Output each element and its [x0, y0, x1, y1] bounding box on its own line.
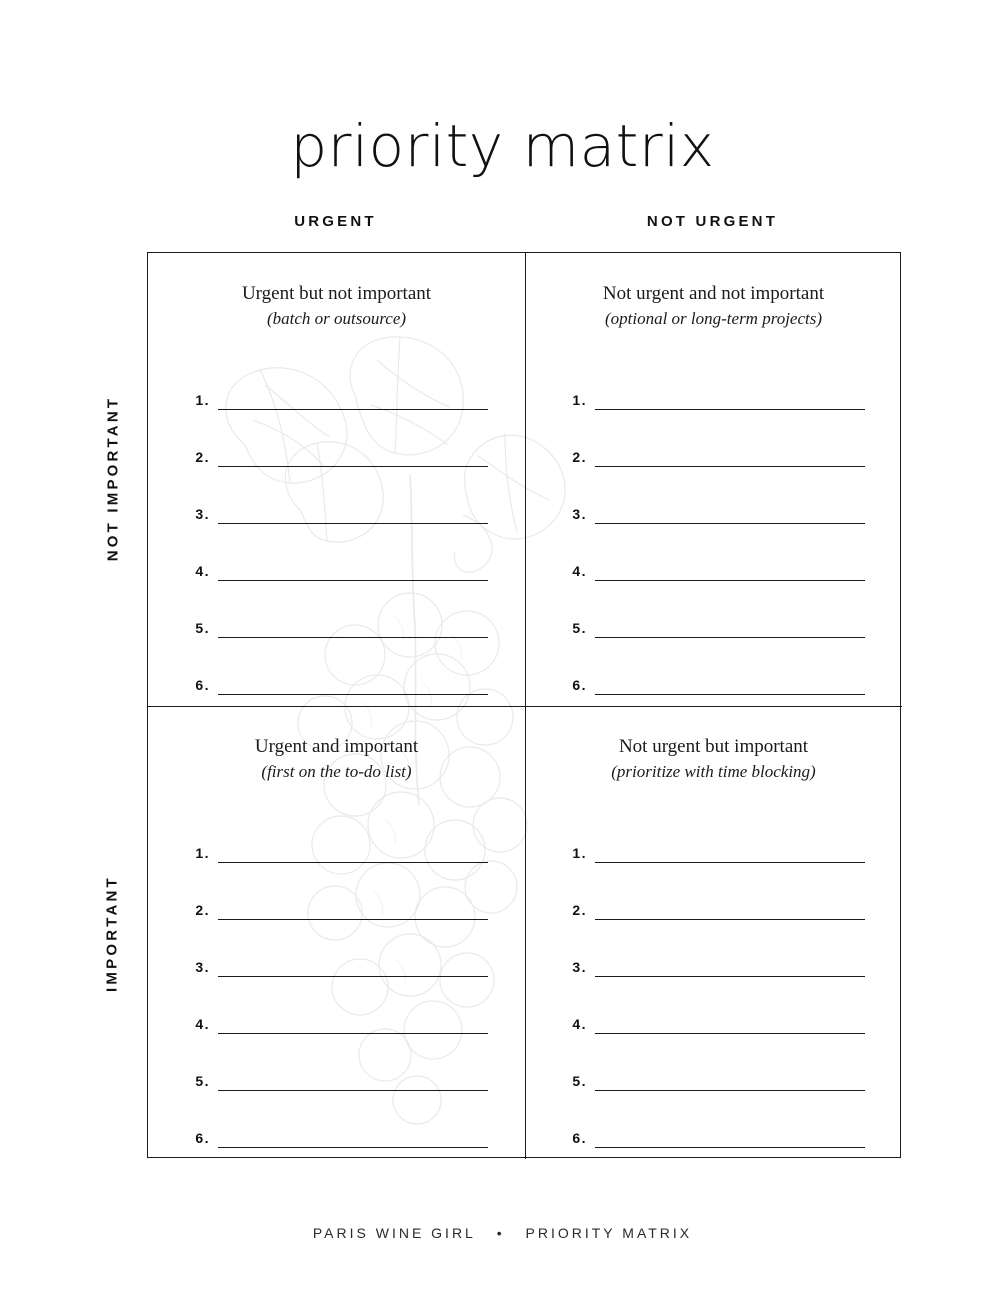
- write-in-line[interactable]: [595, 1032, 865, 1034]
- list-item-number: 4.: [195, 563, 210, 579]
- footer-separator: •: [496, 1225, 505, 1241]
- list-item[interactable]: [565, 638, 865, 695]
- list-item-number: 3.: [195, 959, 210, 975]
- list-item[interactable]: [565, 977, 865, 1034]
- write-in-line[interactable]: [218, 861, 488, 863]
- column-header-not-urgent: NOT URGENT: [646, 213, 779, 230]
- write-in-line[interactable]: [218, 975, 488, 977]
- quadrant-line-list: [565, 353, 865, 695]
- list-item[interactable]: [565, 806, 865, 863]
- list-item-number: 6.: [572, 1130, 587, 1146]
- write-in-line[interactable]: [595, 1089, 865, 1091]
- quadrant-not-urgent-not-important: [525, 253, 902, 706]
- list-item[interactable]: [565, 410, 865, 467]
- quadrant-subtitle: (batch or outsource): [266, 309, 407, 328]
- list-item[interactable]: [188, 920, 488, 977]
- list-item-number: 6.: [572, 677, 587, 693]
- list-item[interactable]: [565, 1034, 865, 1091]
- column-header-urgent: URGENT: [294, 213, 377, 230]
- write-in-line[interactable]: [595, 408, 865, 410]
- priority-matrix-grid: [147, 252, 901, 1158]
- footer-brand: PARIS WINE GIRL: [312, 1225, 476, 1241]
- list-item-number: 5.: [195, 620, 210, 636]
- quadrant-not-urgent-but-important: [525, 706, 902, 1159]
- quadrant-title: Not urgent but important: [618, 736, 809, 757]
- list-item-number: 1.: [572, 845, 587, 861]
- list-item-number: 5.: [572, 620, 587, 636]
- list-item[interactable]: [188, 524, 488, 581]
- quadrant-subtitle: (prioritize with time blocking): [611, 762, 816, 781]
- list-item[interactable]: [188, 863, 488, 920]
- list-item[interactable]: [188, 977, 488, 1034]
- list-item-number: 1.: [572, 392, 587, 408]
- row-header-important: IMPORTANT: [103, 875, 121, 992]
- list-item-number: 5.: [195, 1073, 210, 1089]
- list-item[interactable]: [188, 806, 488, 863]
- quadrant-urgent-not-important: [148, 253, 525, 706]
- list-item[interactable]: [188, 638, 488, 695]
- list-item[interactable]: [188, 1091, 488, 1148]
- list-item-number: 5.: [572, 1073, 587, 1089]
- list-item-number: 6.: [195, 677, 210, 693]
- list-item[interactable]: [565, 467, 865, 524]
- list-item-number: 3.: [195, 506, 210, 522]
- quadrant-title: Urgent and important: [254, 736, 419, 757]
- write-in-line[interactable]: [218, 1032, 488, 1034]
- write-in-line[interactable]: [218, 918, 488, 920]
- list-item-number: 1.: [195, 845, 210, 861]
- quadrant-subtitle: (first on the to-do list): [261, 762, 412, 781]
- write-in-line[interactable]: [218, 1146, 488, 1148]
- quadrant-title: Not urgent and not important: [602, 283, 825, 304]
- write-in-line[interactable]: [218, 579, 488, 581]
- list-item[interactable]: [565, 920, 865, 977]
- list-item-number: 4.: [195, 1016, 210, 1032]
- write-in-line[interactable]: [595, 975, 865, 977]
- quadrant-line-list: [188, 806, 488, 1148]
- write-in-line[interactable]: [218, 522, 488, 524]
- write-in-line[interactable]: [595, 636, 865, 638]
- list-item-number: 2.: [195, 449, 210, 465]
- footer-document-name: PRIORITY MATRIX: [525, 1225, 693, 1241]
- row-header-not-important: NOT IMPORTANT: [104, 395, 122, 562]
- quadrant-line-list: [188, 353, 488, 695]
- list-item-number: 4.: [572, 563, 587, 579]
- list-item-number: 1.: [195, 392, 210, 408]
- list-item-number: 3.: [572, 959, 587, 975]
- write-in-line[interactable]: [218, 693, 488, 695]
- page-title: priority matrix: [290, 111, 715, 180]
- list-item-number: 3.: [572, 506, 587, 522]
- list-item-number: 2.: [195, 902, 210, 918]
- quadrant-line-list: [565, 806, 865, 1148]
- list-item[interactable]: [565, 524, 865, 581]
- list-item-number: 4.: [572, 1016, 587, 1032]
- list-item[interactable]: [188, 410, 488, 467]
- page-footer: [0, 1225, 1005, 1241]
- write-in-line[interactable]: [218, 636, 488, 638]
- list-item-number: 2.: [572, 902, 587, 918]
- list-item[interactable]: [565, 1091, 865, 1148]
- list-item-number: 2.: [572, 449, 587, 465]
- quadrant-urgent-and-important: [148, 706, 525, 1159]
- write-in-line[interactable]: [595, 465, 865, 467]
- write-in-line[interactable]: [595, 522, 865, 524]
- write-in-line[interactable]: [218, 1089, 488, 1091]
- write-in-line[interactable]: [595, 861, 865, 863]
- list-item[interactable]: [565, 863, 865, 920]
- list-item[interactable]: [565, 581, 865, 638]
- write-in-line[interactable]: [595, 693, 865, 695]
- list-item[interactable]: [188, 581, 488, 638]
- write-in-line[interactable]: [595, 918, 865, 920]
- list-item[interactable]: [188, 1034, 488, 1091]
- write-in-line[interactable]: [595, 579, 865, 581]
- list-item-number: 6.: [195, 1130, 210, 1146]
- list-item[interactable]: [188, 353, 488, 410]
- write-in-line[interactable]: [218, 408, 488, 410]
- list-item[interactable]: [188, 467, 488, 524]
- write-in-line[interactable]: [595, 1146, 865, 1148]
- write-in-line[interactable]: [218, 465, 488, 467]
- quadrant-subtitle: (optional or long-term projects): [604, 309, 823, 328]
- quadrant-title: Urgent but not important: [241, 283, 432, 304]
- list-item[interactable]: [565, 353, 865, 410]
